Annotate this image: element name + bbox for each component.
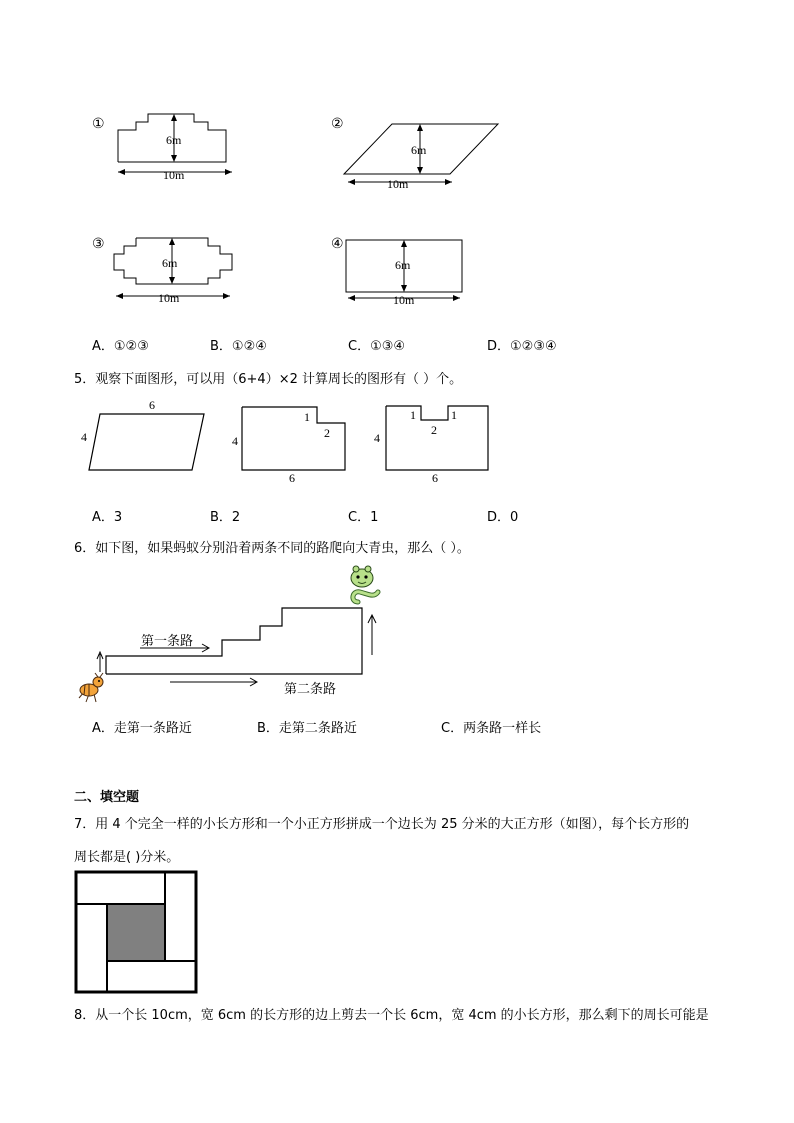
q7-text-line1: 7．用 4 个完全一样的小长方形和一个小正方形拼成一个边长为 25 分米的大正方形（如图），每个长方形的 xyxy=(74,817,690,832)
q6-option-b[interactable]: B．走第二条路近 xyxy=(257,721,357,736)
figure-4-height-label: 6m xyxy=(395,258,411,272)
q5-option-d[interactable]: D．0 xyxy=(487,510,519,525)
q5-option-a[interactable]: A．3 xyxy=(92,510,123,525)
q5-fig2-bottom-label: 6 xyxy=(289,471,295,485)
q5-slotted-rectangle xyxy=(382,404,492,474)
q5-option-c[interactable]: C．1 xyxy=(348,510,379,525)
q5-fig2-notch-height-label: 2 xyxy=(324,426,330,440)
q5-parallelogram xyxy=(86,408,216,488)
q5-fig3-notch-right-label: 1 xyxy=(451,408,457,422)
q6-path2-label: 第二条路 xyxy=(284,682,337,697)
figure-3-stepped-shape xyxy=(106,228,256,308)
q5-notched-rectangle xyxy=(238,404,348,474)
q4-figures xyxy=(0,0,794,320)
q7-square-figure xyxy=(74,870,200,994)
q5-fig2-notch-width-label: 1 xyxy=(304,410,310,424)
figure-2-height-label: 6m xyxy=(411,143,427,157)
q4-option-a[interactable]: A．①②③ xyxy=(92,339,149,354)
q5-fig3-notch-depth-label: 2 xyxy=(431,423,437,437)
figure-4-width-label: 10m xyxy=(393,293,415,307)
q5-fig3-left-label: 4 xyxy=(374,431,380,445)
q6-path1-label: 第一条路 xyxy=(141,634,194,649)
figure-3-height-label: 6m xyxy=(162,256,178,270)
q7-text-line2: 周长都是( )分米。 xyxy=(74,850,180,865)
q6-option-a[interactable]: A．走第一条路近 xyxy=(92,721,192,736)
q4-option-c[interactable]: C．①③④ xyxy=(348,339,406,354)
figure-1-height-label: 6m xyxy=(166,133,182,147)
figure-2-number: ② xyxy=(331,117,344,132)
q6-option-c[interactable]: C．两条路一样长 xyxy=(441,721,542,736)
q5-fig1-left-label: 4 xyxy=(81,430,87,444)
q5-fig3-bottom-label: 6 xyxy=(432,471,438,485)
figure-3-number: ③ xyxy=(92,237,105,252)
figure-1-number: ① xyxy=(92,117,105,132)
q4-option-b[interactable]: B．①②④ xyxy=(210,339,267,354)
caterpillar-icon xyxy=(344,564,384,608)
figure-3-width-label: 10m xyxy=(158,291,180,305)
section-2-title: 二、填空题 xyxy=(74,790,140,805)
q4-option-d[interactable]: D．①②③④ xyxy=(487,339,557,354)
figure-4-number: ④ xyxy=(331,237,344,252)
q5-question-text: 5．观察下面图形，可以用（6+4）×2 计算周长的图形有（ ）个。 xyxy=(74,372,463,387)
q6-question-text: 6．如下图，如果蚂蚁分别沿着两条不同的路爬向大青虫，那么（ ）。 xyxy=(74,541,470,556)
q5-fig1-top-label: 6 xyxy=(149,398,155,412)
figure-2-width-label: 10m xyxy=(387,177,409,191)
q5-fig2-left-label: 4 xyxy=(232,434,238,448)
q5-option-b[interactable]: B．2 xyxy=(210,510,241,525)
figure-1-width-label: 10m xyxy=(163,168,185,182)
q5-fig3-notch-left-label: 1 xyxy=(410,408,416,422)
q8-text-line1: 8．从一个长 10cm，宽 6cm 的长方形的边上剪去一个长 6cm，宽 4cm 的小长方形，那么剩下的周长可能是 xyxy=(74,1008,709,1023)
ant-icon xyxy=(74,672,108,706)
